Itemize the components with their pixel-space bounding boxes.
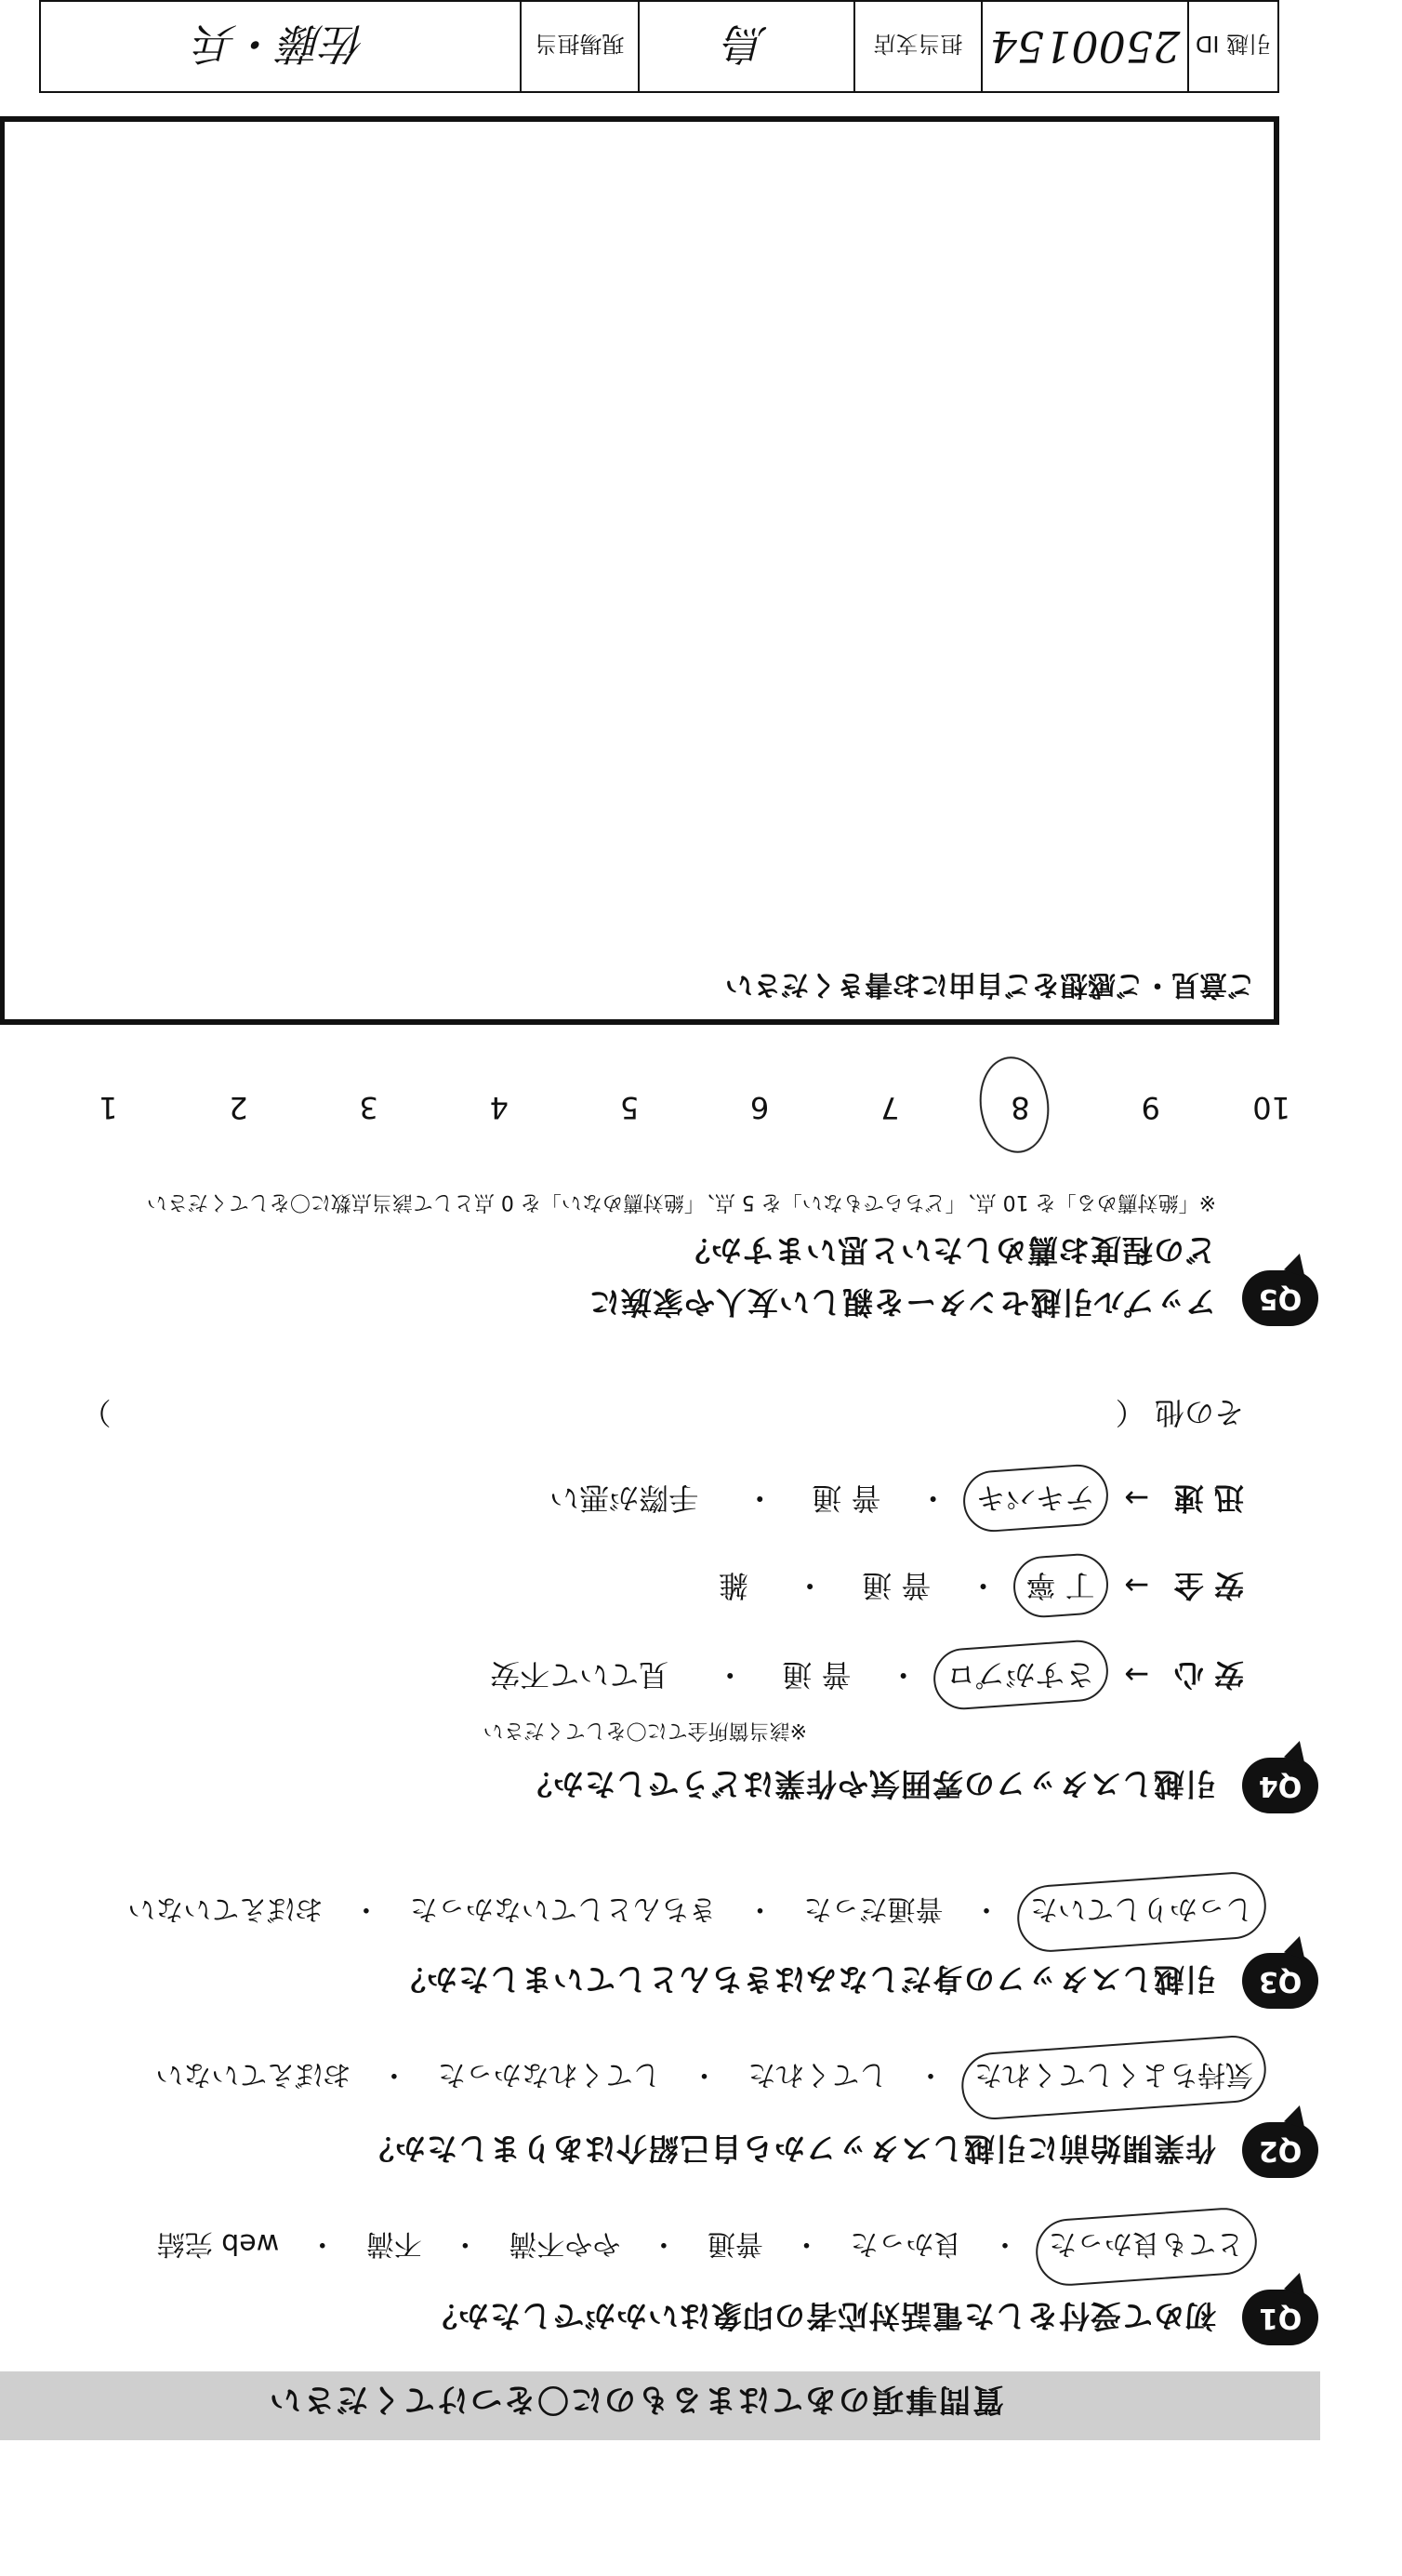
q5-text-line2: どの程度お薦めしたいと思いますか？ [679, 1232, 1216, 1268]
q4-row-speed-arrow: → [1124, 1481, 1150, 1516]
q2-badge: Q2 [1242, 2122, 1318, 2178]
header-banner [0, 2371, 1320, 2440]
header-banner-text: 質問事項のあてはまるものに〇をつけてください [268, 2381, 1004, 2418]
id-table [39, 0, 1279, 93]
q1-option-4[interactable]: やや不満 [509, 2227, 621, 2260]
leader-value: 佐藤・兵 [194, 19, 366, 69]
q4-relief-option-1[interactable]: さすがプロ [946, 1657, 1095, 1693]
q4-row-speed-label: 迅 速 [1173, 1481, 1244, 1516]
q1-option-5[interactable]: 不満 [365, 2227, 422, 2260]
staff-label-cell [853, 2, 981, 91]
q2-options: 気持ちよくしてくれた・ してくれた・ してくれなかった・ おぼえていない [146, 2057, 1253, 2098]
q3-option-4[interactable]: おぼえていない [127, 1892, 324, 1925]
q5-note: ※「絶対薦める」を 10 点、「どちらでもない」を 5 点、「絶対薦めない」を 0 点として該当点数に〇をしてください [146, 1190, 1216, 1214]
staff-label: 担当支店 [873, 31, 963, 58]
q5-badge: Q5 [1242, 1270, 1318, 1326]
q5-text-line1: アップル引越センターを親しい友人や家族に [588, 1284, 1216, 1321]
q3-badge: Q3 [1242, 1953, 1318, 2009]
q4-row-relief-arrow: → [1124, 1657, 1150, 1693]
id-value-cell[interactable] [981, 2, 1187, 91]
q3-text: 引越しスタッフの身だしなみはきちんとしていましたか？ [394, 1961, 1216, 1998]
q5-score-1[interactable]: 1 [99, 1090, 118, 1125]
q4-relief-option-3[interactable]: 見ていて不安 [490, 1657, 669, 1693]
q5-score-9[interactable]: 9 [1141, 1090, 1160, 1125]
q5-score-10[interactable]: 10 [1252, 1090, 1290, 1125]
q2-option-1[interactable]: 気持ちよくしてくれた [974, 2057, 1253, 2098]
q4-row-safety: 安 全 → 丁 寧・ 普 通・ 雑 [719, 1566, 1244, 1609]
id-value: 2500154 [989, 21, 1181, 72]
q4-badge: Q4 [1242, 1758, 1318, 1813]
comment-label: ご意見・ご感想をご自由にお書きください [725, 968, 1255, 1001]
q5-score-3[interactable]: 3 [359, 1090, 378, 1125]
q3-options: しっかりしていた・ 普通だった・ きちんとしていなかった・ おぼえていない [118, 1892, 1253, 1932]
q4-relief-option-2[interactable]: 普 通 [782, 1657, 852, 1693]
q5-score-8[interactable]: 8 [909, 1090, 1030, 1125]
q4-safety-option-3[interactable]: 雑 [718, 1568, 748, 1603]
id-label-cell [1187, 2, 1277, 91]
q4-other-label: その他 [1154, 1395, 1244, 1430]
leader-label-cell [520, 2, 638, 91]
q2-option-3[interactable]: してくれなかった [437, 2058, 661, 2091]
comment-box[interactable] [0, 116, 1279, 1025]
q1-option-6[interactable]: web 完結 [156, 2227, 280, 2260]
q4-text: 引越しスタッフの雰囲気や作業はどうでしたか？ [521, 1766, 1216, 1802]
q4-safety-option-1[interactable]: 丁 寧 [1025, 1568, 1095, 1603]
q4-speed-option-1[interactable]: テキパキ [975, 1481, 1095, 1516]
q1-options: とても良かった・ 良かった・ 普通・ やや不満・ 不満・ web 完結 [148, 2226, 1244, 2267]
q4-note: ※該当箇所全てに〇をしてください [483, 1719, 807, 1742]
q4-other-close: ） [81, 1395, 112, 1430]
q4-row-safety-label: 安 全 [1173, 1568, 1244, 1603]
q2-text: 作業開始前に引越しスタッフから自己紹介はありましたか？ [363, 2131, 1216, 2167]
q4-row-relief-label: 安 心 [1173, 1657, 1244, 1693]
q4-other [63, 1393, 1244, 1436]
q1-badge: Q1 [1242, 2290, 1318, 2345]
q5-score-7[interactable]: 7 [880, 1090, 900, 1125]
q4-row-relief: 安 心 → さすがプロ・ 普 通・ 見ていて不安 [490, 1655, 1244, 1698]
staff-value-cell[interactable] [638, 2, 853, 91]
q3-option-2[interactable]: 普通だった [803, 1892, 944, 1925]
q4-other-open: （ [1115, 1395, 1145, 1430]
q4-row-safety-arrow: → [1124, 1568, 1150, 1603]
id-label: 引越 ID [1195, 31, 1272, 58]
q5-score-2[interactable]: 2 [229, 1090, 248, 1125]
q5-score-6[interactable]: 6 [749, 1090, 770, 1125]
q5-score-5[interactable]: 5 [619, 1090, 640, 1125]
q3-option-3[interactable]: きちんとしていなかった [409, 1892, 717, 1925]
q2-option-2[interactable]: してくれた [747, 2058, 888, 2091]
q1-option-2[interactable]: 良かった [850, 2227, 962, 2260]
q1-option-1[interactable]: とても良かった [1049, 2226, 1244, 2267]
leader-label: 現場担当 [535, 31, 625, 58]
q4-speed-option-3[interactable]: 手際が悪い [549, 1481, 699, 1516]
q4-safety-option-2[interactable]: 普 通 [862, 1568, 932, 1603]
leader-value-cell[interactable] [41, 2, 520, 91]
q5-scale [0, 1090, 1290, 1125]
q3-option-1[interactable]: しっかりしていた [1030, 1892, 1253, 1932]
q4-row-speed: 迅 速 → テキパキ・ 普 通・ 手際が悪い [549, 1479, 1244, 1521]
q1-text: 初めて受付をした電話対応者の印象はいかがでしたか？ [426, 2298, 1216, 2334]
q4-speed-option-2[interactable]: 普 通 [812, 1481, 881, 1516]
staff-value: 鳥 [725, 19, 768, 69]
q1-option-3[interactable]: 普通 [707, 2227, 763, 2260]
q5-score-4[interactable]: 4 [489, 1090, 509, 1125]
q2-option-4[interactable]: おぼえていない [155, 2058, 351, 2091]
